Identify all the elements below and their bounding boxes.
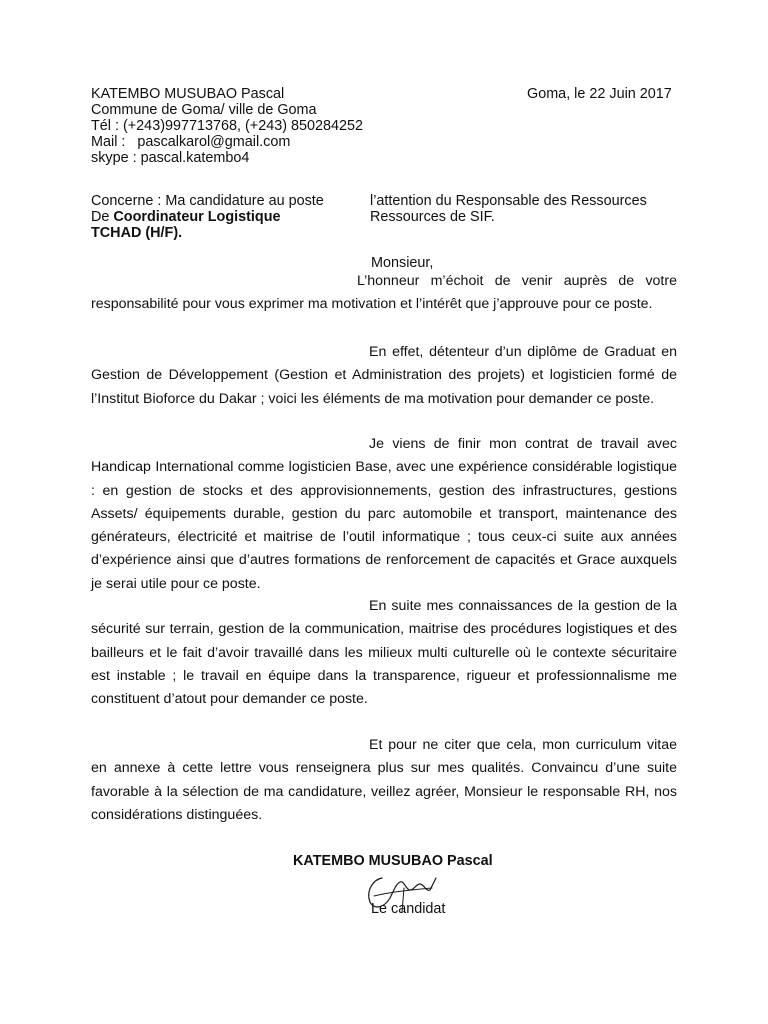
sender-mail [91,134,290,150]
salutation: Monsieur, [371,255,434,271]
recipient-line-2: Ressources de SIF. [370,209,495,225]
subject-line-1: Concerne : Ma candidature au poste [91,193,324,209]
sender-phone: Tél : (+243)997713768, (+243) 850284252 [91,118,364,134]
paragraph-5-text: Et pour ne citer que cela, mon curriculum vitae en annexe à cette lettre vous renseignera plus sur mes qualités. Convaincu d’une suite favorable à la sélection de ma candidature, veillez agréer, Monsieur le responsable RH, nos considérations distinguées. [91,737,677,823]
recipient-line-1: l’attention du Responsable des Ressources [370,193,647,209]
paragraph-3 [91,433,677,596]
paragraph-4-text: En suite mes connaissances de la gestion de la sécurité sur terrain, gestion de la communication, maitrise des procédures logistiques et des bailleurs et le fait d’avoir travaillé dans les milieux multi culturelle où le contexte sécuritaire est instable ; le travail en équipe dans la transparence, rigueur et professionnalisme me constituent d’atout pour demander ce poste. [91,598,677,708]
subject-prefix: De [91,209,114,225]
subject-line-2 [91,209,281,225]
signature-name: KATEMBO MUSUBAO Pascal [293,853,493,869]
paragraph-2 [91,341,677,411]
paragraph-3-text: Je viens de finir mon contrat de travail avec Handicap International comme logisticien Base, avec une expérience considérable logistique : en gestion de stocks et des approvisionnements, gestion des infrastructures, gestions Assets/ équipements durable, gestion du parc automobile et transport, maintenance des générateurs, électricité et maitrise de l’outil informatique ; tous ceux-ci suite aux années d’expérience ainsi que d’autres formations de renforcement de capacités et Grace auxquels je serai utile pour ce poste. [91,436,677,592]
paragraph-5 [91,734,677,827]
subject-location: TCHAD (H/F). [91,225,183,241]
paragraph-2-text: En effet, détenteur d’un diplôme de Graduat en Gestion de Développement (Gestion et Administration des projets) et logisticien formé de l’Institut Bioforce du Dakar ; voici les éléments de ma motivation pour demander ce poste. [91,344,677,407]
signature-role: Le candidat [371,901,446,917]
paragraph-1-text: L’honneur m’échoit de venir auprès de votre responsabilité pour vous exprimer ma motivation et l’intérêt que j’approuve pour ce poste. [91,273,677,313]
sender-skype: skype : pascal.katembo4 [91,150,250,166]
subject-position: Coordinateur Logistique [113,209,281,225]
sender-mail-address: pascalkarol@gmail.com [137,134,291,150]
sender-mail-label: Mail : [91,134,126,150]
sender-address: Commune de Goma/ ville de Goma [91,102,317,118]
subject-line-3 [91,225,182,241]
place-date: Goma, le 22 Juin 2017 [527,86,672,102]
paragraph-1 [91,270,677,317]
paragraph-4 [91,595,677,711]
sender-name: KATEMBO MUSUBAO Pascal [91,86,285,102]
